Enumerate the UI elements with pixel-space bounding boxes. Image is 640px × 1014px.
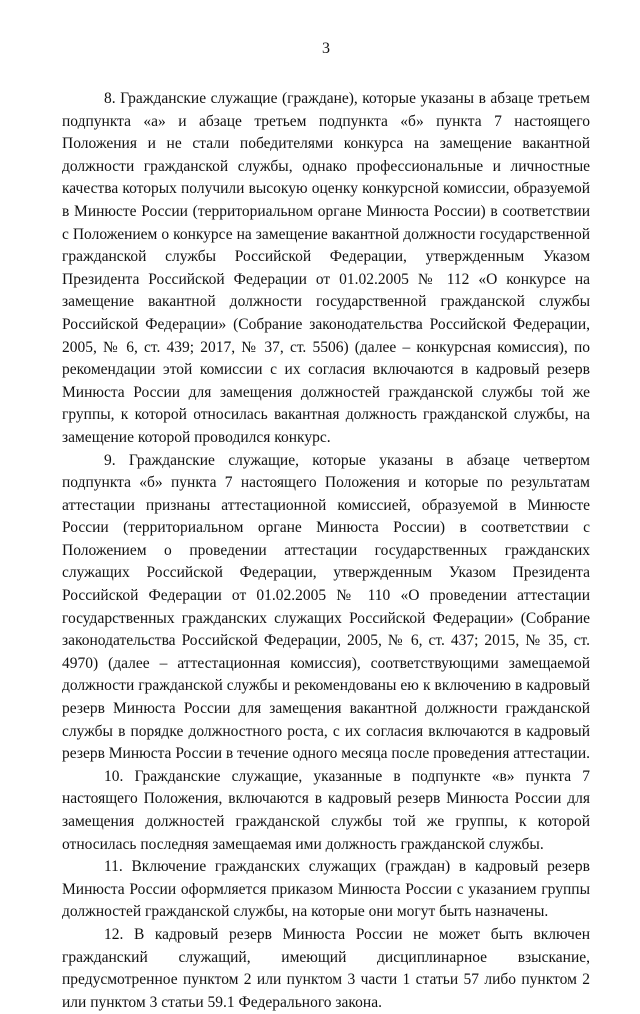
page-number: 3 (322, 40, 330, 57)
paragraph-9: 9. Гражданские служащие, которые указаны в абзаце четвертом подпункта «б» пункта 7 настоящего Положения и которые по результатам аттестации признаны аттестационной комиссией, образуемой в Минюсте России (территориальном органе Минюста России) в соответствии с Положением о проведении аттестации государственных гражданских служащих Российской Федерации, утвержденным Указом Президента Российской Федерации от 01.02.2005 № 110 «О проведении аттестации государственных гражданских служащих Российской Федерации» (Собрание законодательства Российской Федерации, 2005, № 6, ст. 437; 2015, № 35, ст. 4970) (далее – аттестационная комиссия), соответствующими замещаемой должности гражданской службы и рекомендованы ею к включению в кадровый резерв Минюста России для замещения вакантной должности гражданской службы в порядке должностного роста, с их согласия включаются в кадровый резерв Минюста России в течение одного месяца после проведения аттестации. (62, 451, 590, 763)
paragraph-11: 11. Включение гражданских служащих (граждан) в кадровый резерв Минюста России оформляется приказом Минюста России с указанием группы должностей гражданской службы, на которые они могут быть назначены. (62, 858, 590, 921)
paragraph-12: 12. В кадровый резерв Минюста России не может быть включен гражданский служащий, имеющий дисциплинарное взыскание, предусмотренное пунктом 2 или пунктом 3 части 1 статьи 57 либо пунктом 2 или пунктом 3 статьи 59.1 Федерального закона. (62, 925, 590, 1011)
paragraph-10: 10. Гражданские служащие, указанные в подпункте «в» пункта 7 настоящего Положения, включаются в кадровый резерв Минюста России для замещения должностей гражданской службы той же группы, к которой относилась последняя замещаемая ими должность гражданской службы. (62, 767, 590, 853)
paragraph-8: 8. Гражданские служащие (граждане), которые указаны в абзаце третьем подпункта «а» и абзаце третьем подпункта «б» пункта 7 настоящего Положения и не стали победителями конкурса на замещение вакантной должности гражданской службы, однако профессиональные и личностные качества которых получили высокую оценку конкурсной комиссии, образуемой в Минюсте России (территориальном органе Минюста России) в соответствии с Положением о конкурсе на замещение вакантной должности государственной гражданской службы Российской Федерации, утвержденным Указом Президента Российской Федерации от 01.02.2005 № 112 «О конкурсе на замещение вакантной должности государственной гражданской службы Российской Федерации» (Собрание законодательства Российской Федерации, 2005, № 6, ст. 439; 2017, № 37, ст. 5506) (далее – конкурсная комиссия), по рекомендации этой комиссии с их согласия включаются в кадровый резерв Минюста России для замещения должностей гражданской службы той же группы, к которой относилась вакантная должность гражданской службы, на замещение которой проводился конкурс. (62, 90, 590, 446)
